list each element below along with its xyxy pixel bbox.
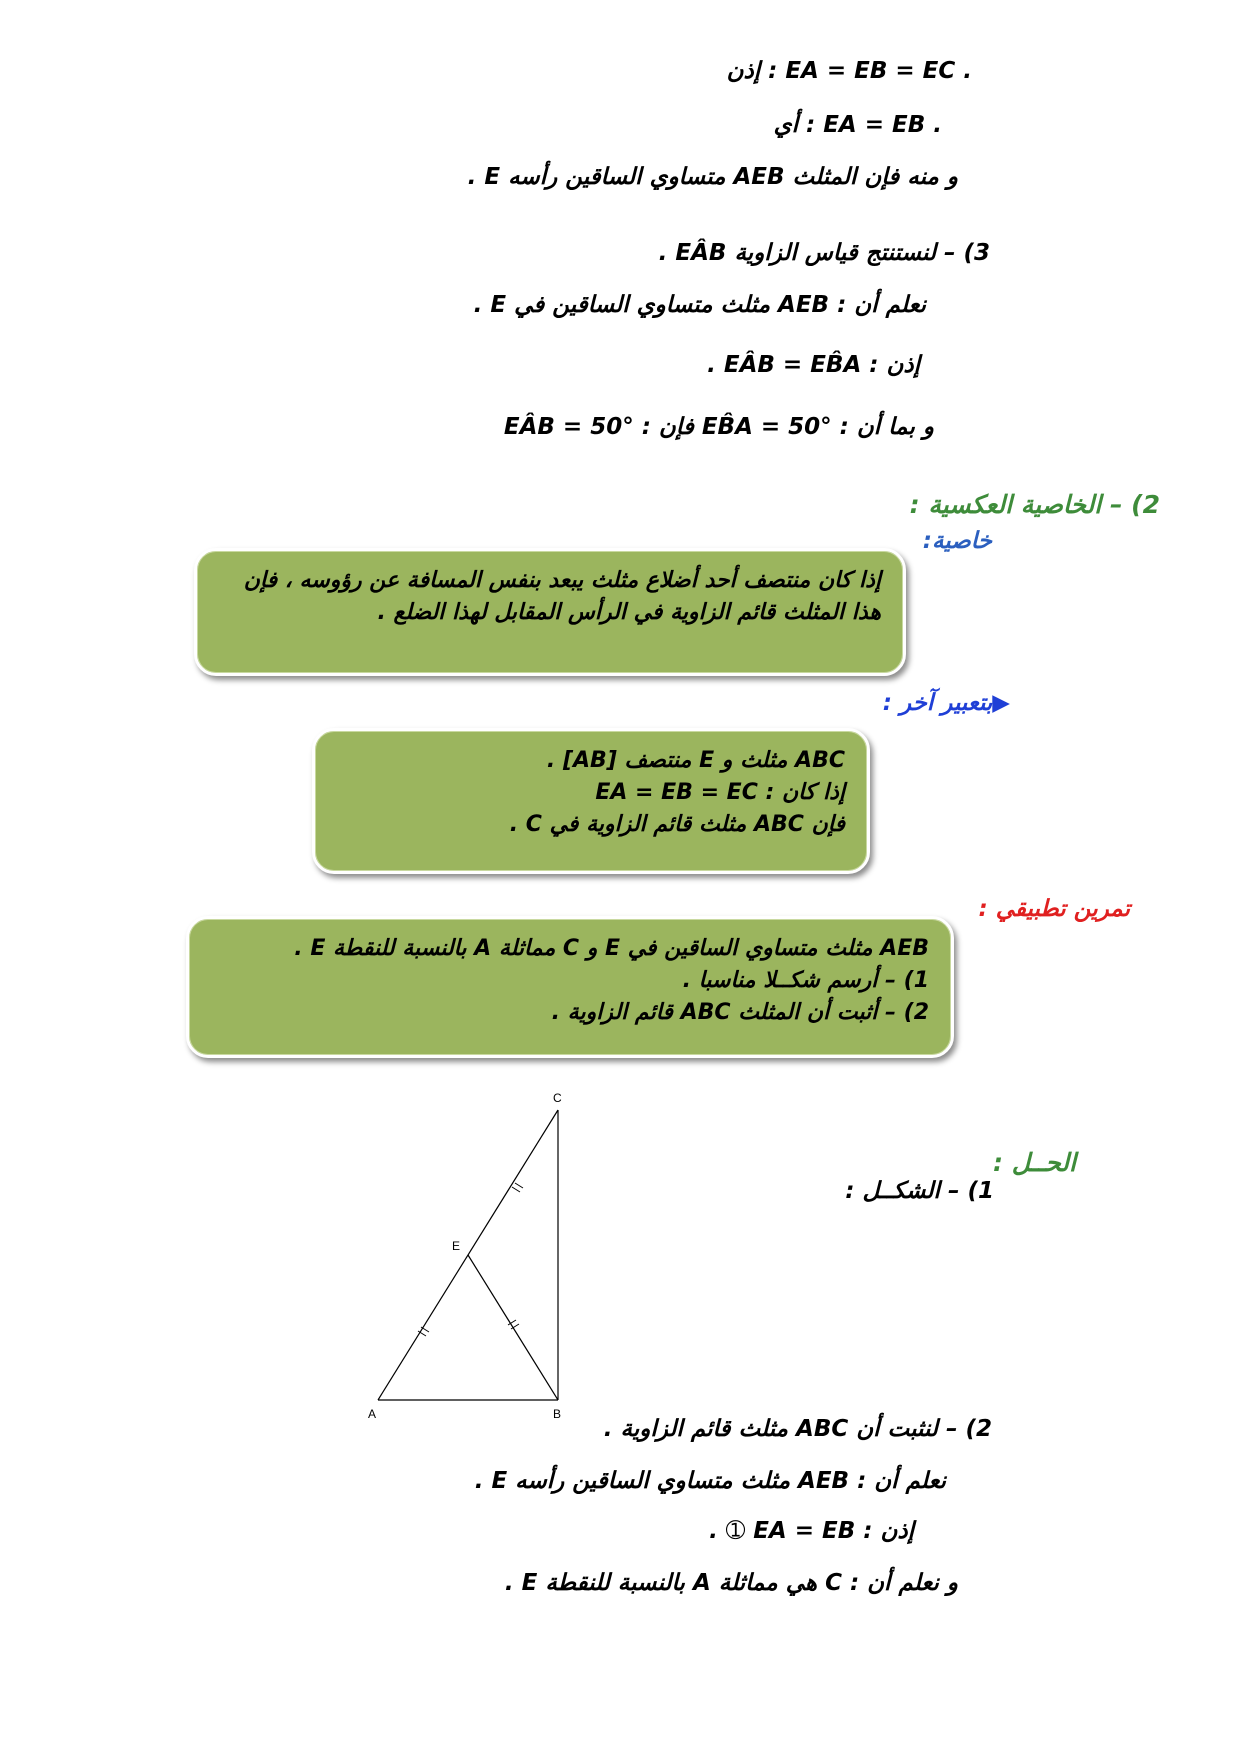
- solution-heading: الحــل :: [993, 1148, 1076, 1177]
- point-label-C: C: [553, 1091, 562, 1105]
- solution-line-2: إذن : EA = EB ➀ .: [709, 1518, 914, 1544]
- proof-line-1: . EA = EB = EC : إذن: [726, 58, 972, 84]
- property-box: [194, 548, 906, 676]
- triangle-figure: [360, 1088, 580, 1428]
- converse-heading: 2) – الخاصية العكسية :: [909, 490, 1160, 519]
- solution-step-1: 1) – الشكــل :: [845, 1178, 994, 1204]
- solution-step-2: 2) – لنثبت أن ABC مثلث قائم الزاوية .: [603, 1416, 992, 1442]
- proof-line-2: . EA = EB : أي: [773, 112, 942, 138]
- part3-line-1: نعلم أن : AEB مثلث متساوي الساقين في E .: [473, 292, 926, 318]
- point-label-E: E: [452, 1239, 461, 1253]
- point-label-B: B: [553, 1407, 562, 1421]
- property-line-2: هذا المثلث قائم الزاوية في الرأس المقابل لهذا الضلع .: [377, 600, 881, 625]
- part3-line-3: و بما أن : EB̂A = 50° فإن : EÂB = 50°: [503, 414, 934, 440]
- other-expression-label: [883, 690, 1010, 716]
- other-line-3: فإن ABC مثلث قائم الزاوية في C .: [509, 812, 845, 837]
- other-expression-box: [312, 728, 870, 874]
- exercise-line-3: 2) – أثبت أن المثلث ABC قائم الزاوية .: [551, 1000, 929, 1025]
- proof-line-3: و منه فإن المثلث AEB متساوي الساقين رأسه E .: [467, 164, 958, 190]
- other-line-2: إذا كان : EA = EB = EC: [595, 780, 845, 805]
- part3-line-2: إذن : EÂB = EB̂A .: [707, 352, 920, 378]
- other-line-1: ABC مثلث و E منتصف [AB] .: [546, 748, 845, 773]
- part3-heading: 3) – لنستنتج قياس الزاوية EÂB .: [658, 240, 990, 266]
- solution-line-1: نعلم أن : AEB مثلث متساوي الساقين رأسه E .: [474, 1468, 946, 1494]
- exercise-box: [186, 916, 954, 1058]
- exercise-heading: تمرين تطبيقي :: [978, 896, 1130, 922]
- other-expression-text: بتعبير آخر :: [882, 690, 993, 716]
- property-line-1: إذا كان منتصف أحد أضلاع مثلث يبعد بنفس المسافة عن رؤوسه ، فإن: [243, 568, 881, 593]
- solution-line-3: و نعلم أن : C هي مماثلة A بالنسبة للنقطة E .: [504, 1570, 958, 1596]
- exercise-line-2: 1) – أرسم شكــلا مناسبا .: [682, 968, 929, 993]
- point-label-A: A: [368, 1407, 377, 1421]
- exercise-line-1: AEB مثلث متساوي الساقين في E و C مماثلة A بالنسبة للنقطة E .: [294, 936, 929, 961]
- property-label: خاصية:: [922, 528, 992, 554]
- arrow-right-icon: ▶: [992, 690, 1010, 716]
